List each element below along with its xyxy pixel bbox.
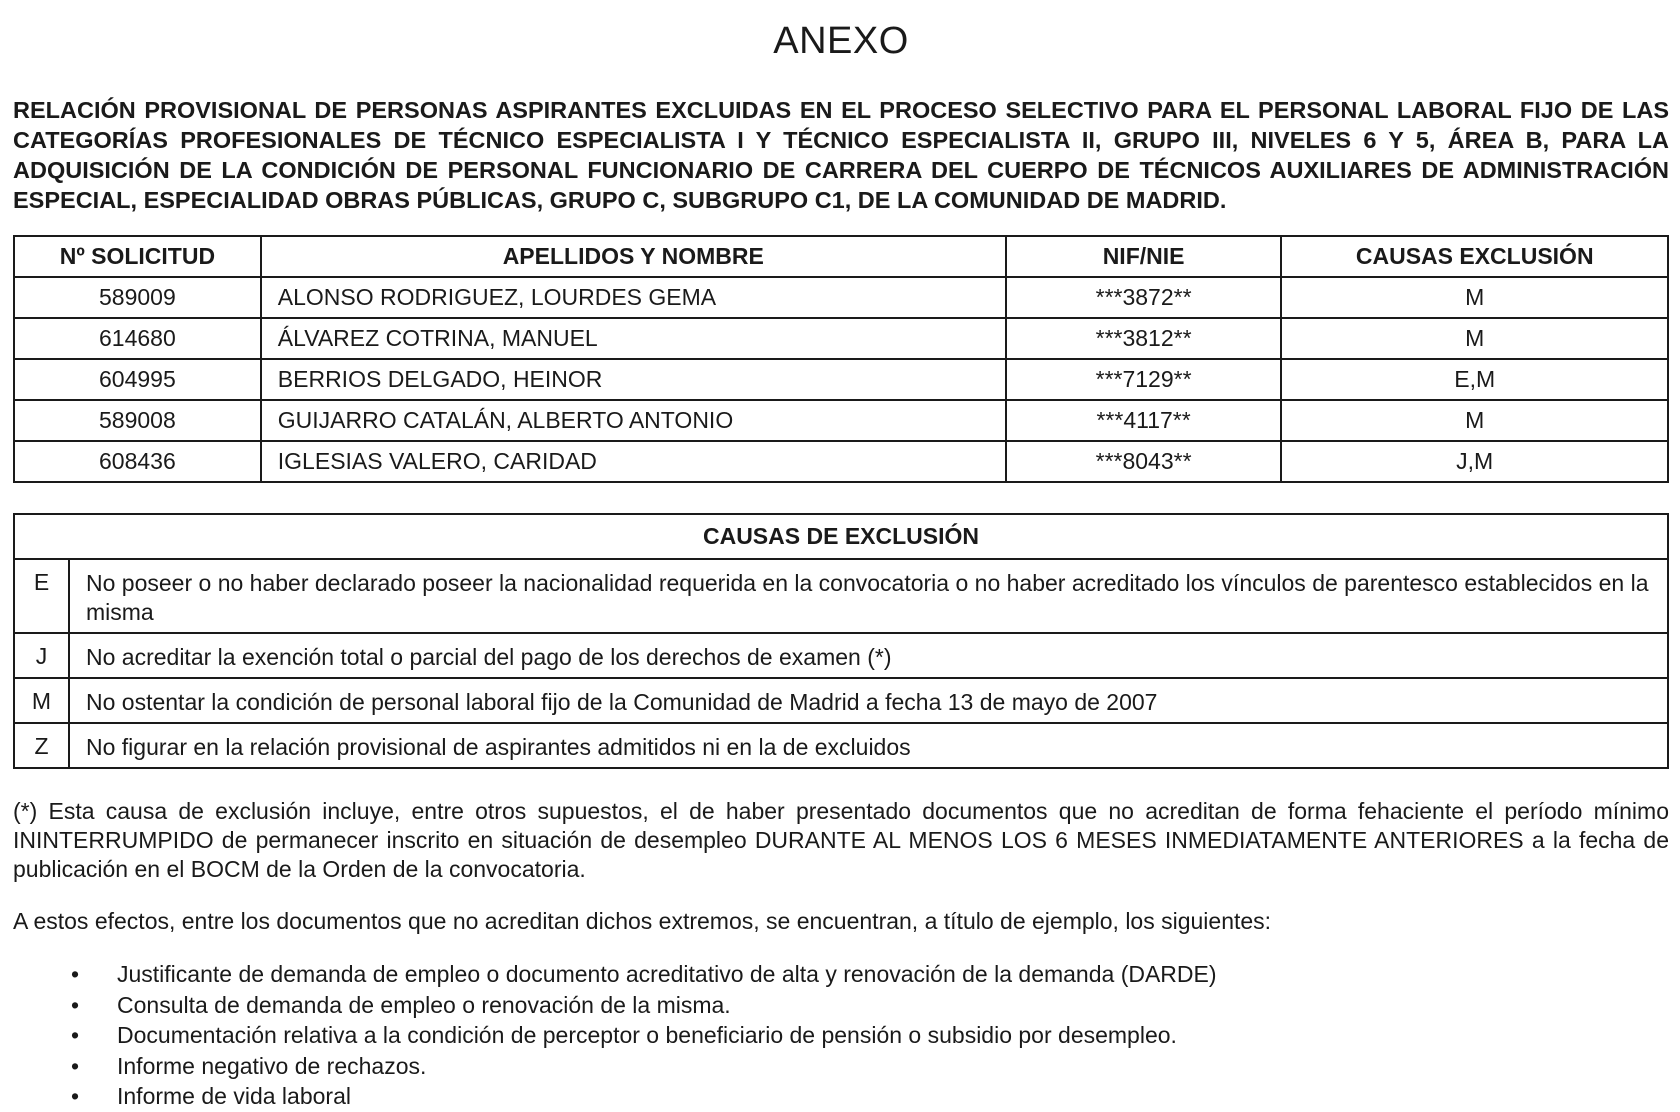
causes-title: CAUSAS DE EXCLUSIÓN: [14, 514, 1668, 559]
list-item-text: Justificante de demanda de empleo o documento acreditativo de alta y renovación de la demanda (DARDE): [117, 961, 1217, 987]
list-item: [71, 990, 1669, 1021]
cell-solicitud: 589009: [14, 277, 261, 318]
causes-title-row: [14, 514, 1668, 559]
cause-row: [14, 678, 1668, 723]
cell-nombre: ALONSO RODRIGUEZ, LOURDES GEMA: [261, 277, 1006, 318]
bullet-icon: •: [71, 1052, 80, 1079]
header-causas: CAUSAS EXCLUSIÓN: [1281, 236, 1668, 277]
list-item-text: Documentación relativa a la condición de perceptor o beneficiario de pensión o subsidio por desempleo.: [117, 1022, 1177, 1048]
cell-causas: M: [1281, 400, 1668, 441]
document-page: [13, 0, 1669, 1112]
cause-code: M: [14, 678, 69, 723]
cause-description: No acreditar la exención total o parcial del pago de los derechos de examen (*): [69, 633, 1668, 678]
list-item: [71, 959, 1669, 990]
cause-row: [14, 723, 1668, 768]
cell-causas: M: [1281, 318, 1668, 359]
cell-solicitud: 604995: [14, 359, 261, 400]
cell-nif: ***7129**: [1006, 359, 1282, 400]
header-solicitud: Nº SOLICITUD: [14, 236, 261, 277]
cell-nombre: IGLESIAS VALERO, CARIDAD: [261, 441, 1006, 482]
cell-nif: ***3812**: [1006, 318, 1282, 359]
cell-nombre: GUIJARRO CATALÁN, ALBERTO ANTONIO: [261, 400, 1006, 441]
page-title: ANEXO: [773, 20, 909, 62]
table-row: [14, 441, 1668, 482]
cause-description: No poseer o no haber declarado poseer la nacionalidad requerida en la convocatoria o no haber acreditado los vínculos de parentesco establecidos en la misma: [69, 559, 1668, 633]
cell-solicitud: 608436: [14, 441, 261, 482]
list-item: [71, 1020, 1669, 1051]
list-item: [71, 1081, 1669, 1112]
cell-nombre: ÁLVAREZ COTRINA, MANUEL: [261, 318, 1006, 359]
cause-description: No ostentar la condición de personal laboral fijo de la Comunidad de Madrid a fecha 13 de mayo de 2007: [69, 678, 1668, 723]
header-nombre: APELLIDOS Y NOMBRE: [261, 236, 1006, 277]
cause-code: E: [14, 559, 69, 633]
list-item-text: Consulta de demanda de empleo o renovación de la misma.: [117, 991, 731, 1018]
list-item-text: Informe negativo de rechazos.: [117, 1052, 427, 1079]
list-item: [71, 1051, 1669, 1082]
table-row: [14, 318, 1668, 359]
cause-description: No figurar en la relación provisional de aspirantes admitidos ni en la de excluidos: [69, 723, 1668, 768]
cell-causas: M: [1281, 277, 1668, 318]
cell-nif: ***8043**: [1006, 441, 1282, 482]
cell-solicitud: 589008: [14, 400, 261, 441]
cell-causas: J,M: [1281, 441, 1668, 482]
cell-causas: E,M: [1281, 359, 1668, 400]
documents-list: [13, 959, 1669, 1112]
footnote: (*) Esta causa de exclusión incluye, entre otros supuestos, el de haber presentado documentos que no acreditan de forma fehaciente el período mínimo ININTERRUMPIDO de permanecer inscrito en situación de desempleo DURANTE AL MENOS LOS 6 MESES INMEDIATAMENTE ANTERIORES a la fecha de publicación en el BOCM de la Orden de la convocatoria.: [13, 798, 1669, 882]
excluded-applicants-table: [13, 235, 1669, 483]
table-row: [14, 400, 1668, 441]
cell-nif: ***4117**: [1006, 400, 1282, 441]
cell-solicitud: 614680: [14, 318, 261, 359]
cause-row: [14, 633, 1668, 678]
bullet-icon: •: [71, 991, 80, 1018]
bullet-icon: •: [71, 1083, 80, 1109]
exclusion-causes-table: [13, 513, 1669, 769]
table-row: [14, 277, 1668, 318]
bullet-icon: •: [71, 961, 80, 987]
document-heading: RELACIÓN PROVISIONAL DE PERSONAS ASPIRANTES EXCLUIDAS EN EL PROCESO SELECTIVO PARA EL PERSONAL LABORAL FIJO DE LAS CATEGORÍAS PROFESIONALES DE TÉCNICO ESPECIALISTA I Y TÉCNICO ESPECIALISTA II, GRUPO III, NIVELES 6 Y 5, ÁREA B, PARA LA ADQUISICIÓN DE LA CONDICIÓN DE PERSONAL FUNCIONARIO DE CARRERA DEL CUERPO DE TÉCNICOS AUXILIARES DE ADMINISTRACIÓN ESPECIAL, ESPECIALIDAD OBRAS PÚBLICAS, GRUPO C, SUBGRUPO C1, DE LA COMUNIDAD DE MADRID.: [13, 97, 1669, 213]
cell-nombre: BERRIOS DELGADO, HEINOR: [261, 359, 1006, 400]
cause-row: [14, 559, 1668, 633]
documents-intro: A estos efectos, entre los documentos que no acreditan dichos extremos, se encuentran, a título de ejemplo, los siguientes:: [13, 908, 1272, 934]
cell-nif: ***3872**: [1006, 277, 1282, 318]
bullet-icon: •: [71, 1022, 80, 1048]
list-item-text: Informe de vida laboral: [117, 1083, 351, 1109]
table-header-row: [14, 236, 1668, 277]
header-nif: NIF/NIE: [1006, 236, 1282, 277]
cause-code: Z: [14, 723, 69, 768]
table-row: [14, 359, 1668, 400]
cause-code: J: [14, 633, 69, 678]
